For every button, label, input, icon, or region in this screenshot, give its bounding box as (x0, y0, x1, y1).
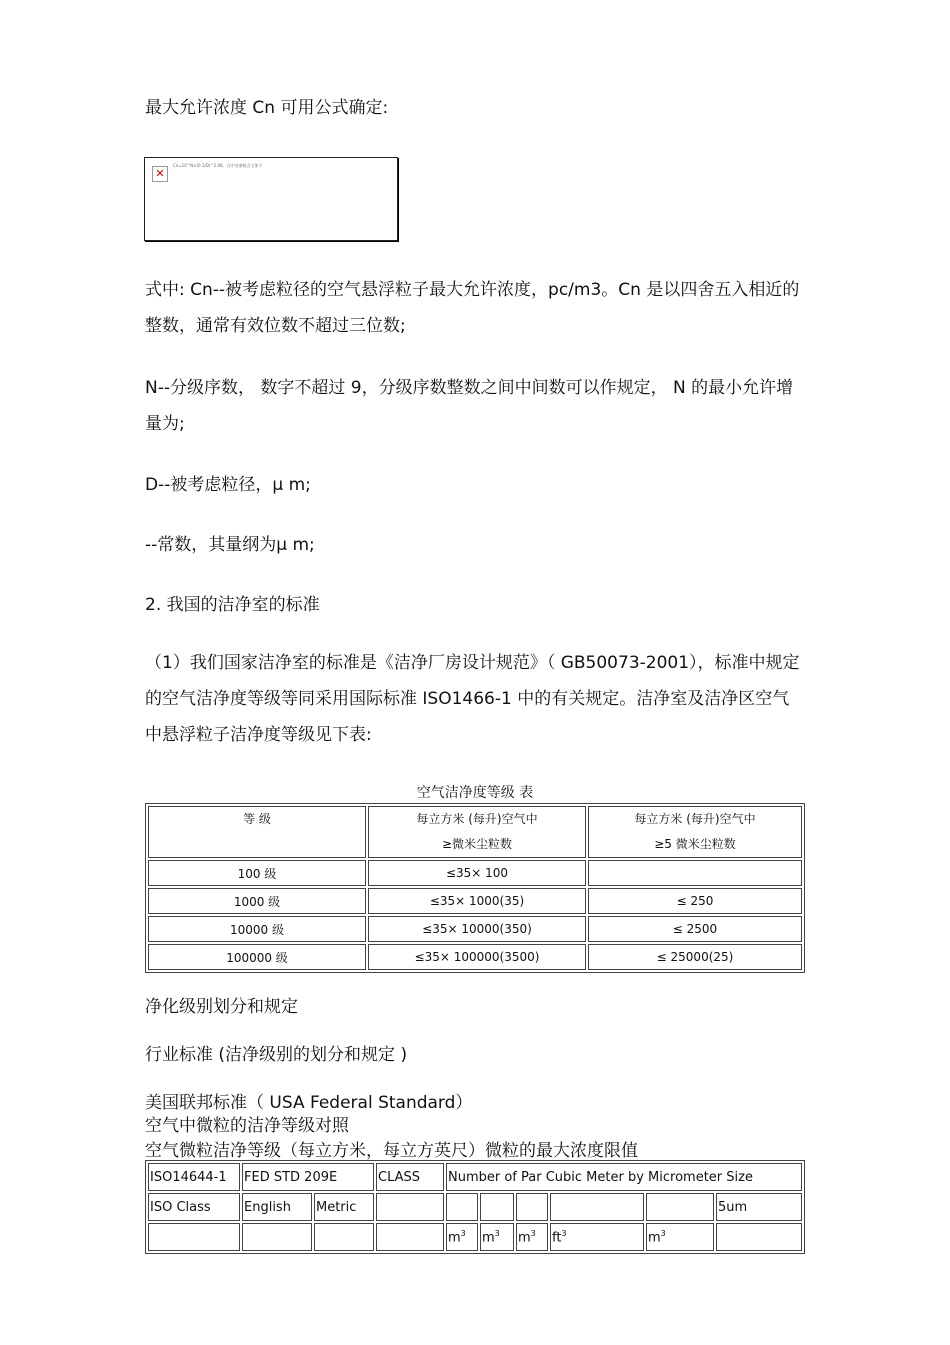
unit-sup: 3 (561, 1228, 567, 1238)
table-cell: Metric (314, 1193, 374, 1221)
table-cell (314, 1223, 374, 1251)
unit-sup: 3 (530, 1228, 536, 1238)
table-cell (716, 1223, 802, 1251)
header-cell (148, 806, 366, 858)
table-cell: Number of Par Cubic Meter by Micrometer Size (446, 1163, 802, 1191)
table-cell: CLASS (376, 1163, 444, 1191)
us-federal-standard-line: 美国联邦标准（ USA Federal Standard） (145, 1093, 473, 1113)
unit-ft3: ft (552, 1230, 562, 1246)
table-cell (446, 1193, 478, 1221)
table-cell: ISO Class (148, 1193, 240, 1221)
table1-caption: 空气洁净度等级 表 (416, 785, 534, 801)
formula-alt-text: Cn=10^N×(0.1/D)^2.08，式中各参数含义如下 (173, 163, 263, 168)
table-cell: ≤ 25000(25) (588, 944, 802, 970)
table-row (148, 916, 802, 942)
table-cell: ≤ 2500 (588, 916, 802, 942)
limit-line: 空气微粒洁净等级（每立方米，每立方英尺）微粒的最大浓度限值 (145, 1141, 638, 1161)
table-row (148, 944, 802, 970)
para-cn: 式中: Cn--被考虑粒径的空气悬浮粒子最大允许浓度，pc/m3。Cn 是以四舍五入相近的整数，通常有效位数不超过三位数; (145, 280, 800, 336)
comparison-line: 空气中微粒的洁净等级对照 (145, 1116, 349, 1136)
table-cell: ISO14644-1 (148, 1163, 240, 1191)
unit-sup: 3 (494, 1228, 500, 1238)
table-cell (446, 1223, 478, 1251)
table-cell (376, 1193, 444, 1221)
table-cell (242, 1223, 312, 1251)
header-text: 等 级 (243, 812, 271, 826)
table-cell: ≤ 250 (588, 888, 802, 914)
section-heading: 2. 我国的洁净室的标准 (145, 595, 320, 615)
table-row (148, 1223, 802, 1251)
table-cell: English (242, 1193, 312, 1221)
table-header-row (148, 806, 802, 858)
header-text: ≥微米尘粒数 (441, 837, 513, 851)
intro-text: 最大允许浓度 Cn 可用公式确定: (145, 98, 389, 118)
table-cell: FED STD 209E (242, 1163, 374, 1191)
unit-m3: m (648, 1230, 661, 1246)
unit-m3: m (518, 1230, 531, 1246)
iso-comparison-table (145, 1160, 805, 1254)
header-text: 每立方米 (每升)空气中 (634, 812, 756, 826)
table-cell (516, 1193, 548, 1221)
table-row (148, 1163, 802, 1191)
para-standard: （1）我们国家洁净室的标准是《洁净厂房设计规范》（ GB50073-2001），标准中规定的空气洁净度等级等同采用国际标准 ISO1466-1 中的有关规定。洁净室及洁净区空气中悬浮粒子洁净度等级见下表: (145, 653, 800, 745)
table-cell (480, 1193, 514, 1221)
table-cell: 5um (716, 1193, 802, 1221)
header-text: 每立方米 (每升)空气中 (416, 812, 538, 826)
table-cell (148, 1223, 240, 1251)
table-cell: 100 级 (148, 860, 366, 886)
table-cell (646, 1193, 714, 1221)
table-row (148, 860, 802, 886)
cleanliness-table (145, 803, 805, 973)
table-cell: 1000 级 (148, 888, 366, 914)
table-cell (376, 1223, 444, 1251)
unit-sup: 3 (660, 1228, 666, 1238)
table-cell: ≤35× 1000(35) (368, 888, 586, 914)
table-cell: ≤35× 100000(3500) (368, 944, 586, 970)
table-cell (646, 1223, 714, 1251)
table-cell: 10000 级 (148, 916, 366, 942)
table-row (148, 888, 802, 914)
unit-m3: m (482, 1230, 495, 1246)
header-cell (368, 806, 586, 858)
table-row (148, 1193, 802, 1221)
table-cell (516, 1223, 548, 1251)
table-cell: ≤35× 100 (368, 860, 586, 886)
table-cell (480, 1223, 514, 1251)
table-cell (588, 860, 802, 886)
table-cell (550, 1223, 644, 1251)
industry-standard-line: 行业标准 (洁净级别的划分和规定 ) (145, 1045, 408, 1065)
header-text: ≥5 微米尘粒数 (654, 837, 736, 851)
unit-m3: m (448, 1230, 461, 1246)
unit-sup: 3 (460, 1228, 466, 1238)
table-cell: 100000 级 (148, 944, 366, 970)
table-cell: ≤35× 10000(350) (368, 916, 586, 942)
formula-image (144, 157, 398, 241)
header-cell (588, 806, 802, 858)
classification-heading: 净化级别划分和规定 (145, 997, 298, 1017)
para-n: N--分级序数， 数字不超过 9，分级序数整数之间中间数可以作规定， N 的最小允许增量为; (145, 378, 794, 434)
table-cell (550, 1193, 644, 1221)
para-const: --常数，其量纲为μ m; (145, 535, 315, 555)
broken-image-icon: ✕ (152, 166, 168, 182)
para-d: D--被考虑粒径，μ m; (145, 475, 311, 495)
